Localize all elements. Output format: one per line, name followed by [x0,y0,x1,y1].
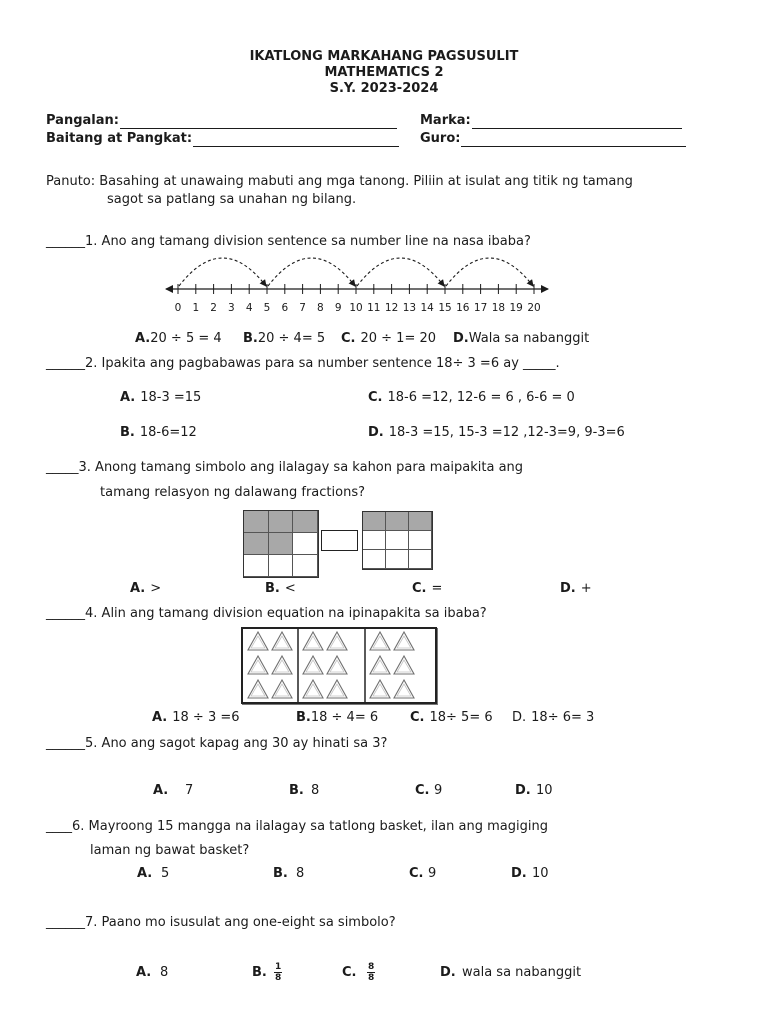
teacher-field [420,131,686,147]
q2-choice-c [368,390,575,406]
shaded-cell [293,511,318,533]
q4-choice-b [296,710,378,726]
q7-choice-b-fraction [274,962,282,983]
shaded-cell [269,511,294,533]
tick-label: 8 [317,302,324,314]
tick-label: 20 [527,302,541,314]
unshaded-cell [293,555,318,577]
q4-choice-c [410,710,493,726]
q5-choice-a-text: 7 [185,783,194,798]
shaded-cell [386,512,409,531]
q6-choice-a-text: 5 [161,866,170,881]
choice-letter: C. [368,390,383,405]
q7-choice-c-letter: C. [342,965,357,980]
question-5 [46,736,387,752]
name-label: Pangalan: [46,113,119,128]
q7-choice-d-letter: D. [440,965,456,980]
tick-label: 12 [384,302,399,314]
q3-choice-b [265,581,296,597]
tick-label: 1 [192,302,200,314]
q1-choice-c [341,331,436,347]
question-text: Mayroong 15 mangga na ilalagay sa tatlong basket, ilan ang magiging [88,819,548,834]
question-number: 3. [78,460,91,475]
choice-letter: A. [152,710,168,725]
name-blank[interactable] [120,116,397,129]
q6-choice-a-letter: A. [137,866,153,881]
shaded-cell [244,511,269,533]
tick-label: 15 [438,302,452,314]
answer-blank[interactable]: ______ [46,606,85,621]
tick-label: 9 [334,302,342,314]
choice-text: 18 ÷ 3 =6 [172,710,240,725]
choice-letter: A. [130,581,146,596]
q7-choice-a-letter: A. [136,965,152,980]
choice-text: 18-3 =15, 15-3 =12 ,12-3=9, 9-3=6 [388,425,625,440]
q6-choice-b-text: 8 [296,866,305,881]
tick-label: 10 [349,302,363,314]
tick-label: 16 [456,302,470,314]
choice-letter: C. [341,331,356,346]
q6-choice-b-letter: B. [273,866,288,881]
question-6-line-2: laman ng bawat basket? [90,843,250,858]
question-number: 1. [85,234,98,249]
tick-label: 18 [491,302,506,314]
comparison-box[interactable] [321,530,358,551]
tick-label: 3 [228,302,235,314]
fraction-figure-right [362,511,433,570]
q5-choice-d-text: 10 [536,783,553,798]
choice-letter: B. [296,710,311,725]
fraction-numerator: 1 [275,962,282,972]
q2-choice-a [120,390,201,406]
grade-section-field [46,131,399,147]
q5-choice-c-text: 9 [434,783,443,798]
choice-text: 18 ÷ 4= 6 [310,710,379,725]
q1-choice-d [453,331,589,347]
teacher-blank[interactable] [461,134,686,147]
tick-label: 4 [245,302,253,314]
question-3-line-2: tamang relasyon ng dalawang fractions? [100,485,365,500]
q6-choice-c-text: 9 [428,866,437,881]
answer-blank[interactable]: _____ [46,460,79,475]
choice-letter: A. [120,390,136,405]
question-3 [46,460,523,476]
choice-text: > [150,581,162,596]
unshaded-cell [409,550,432,569]
question-text: Paano mo isusulat ang one-eight sa simbolo? [101,915,396,930]
unshaded-cell [269,555,294,577]
unshaded-cell [363,550,386,569]
q7-choice-c-fraction [367,962,375,983]
choice-text: < [284,581,296,596]
choice-text: 18÷ 5= 6 [429,710,493,725]
jump-arc [357,258,444,286]
tick-label: 7 [299,302,306,314]
grade-section-blank[interactable] [193,134,399,147]
jump-arc [179,258,266,286]
tick-label: 5 [263,302,271,314]
tick-label: 13 [402,302,417,314]
q5-choice-c-letter: C. [415,783,430,798]
question-text: Alin ang tamang division equation na ipinapakita sa ibaba? [101,606,487,621]
choice-letter: D. [560,581,576,596]
choice-letter: B. [265,581,280,596]
choice-letter: C. [410,710,425,725]
answer-blank[interactable]: ______ [46,356,85,371]
question-text: Ano ang sagot kapag ang 30 ay hinati sa 3? [101,736,388,751]
q6-choice-d-letter: D. [511,866,527,881]
q5-choice-a-letter: A. [153,783,169,798]
q6-choice-d-text: 10 [532,866,549,881]
jump-arc [268,258,355,286]
question-1 [46,234,531,250]
answer-blank[interactable]: ______ [46,736,85,751]
q4-choice-a [152,710,240,726]
choice-text: 20 ÷ 5 = 4 [150,331,222,346]
q3-choice-a [130,581,161,597]
jump-arc [446,258,533,286]
tick-label: 19 [509,302,523,314]
choice-letter: C. [412,581,427,596]
choice-letter: D. [512,710,527,725]
tick-label: 11 [367,302,381,314]
question-6 [46,819,548,835]
choice-text: 18-3 =15 [140,390,202,405]
q7-choice-b-letter: B. [252,965,267,980]
question-text: Anong tamang simbolo ang ilalagay sa kahon para maipakita ang [95,460,524,475]
choice-letter: B. [120,425,135,440]
question-2 [46,356,560,372]
exam-title: IKATLONG MARKAHANG PAGSUSULIT [249,49,519,64]
choice-text: Wala sa nabanggit [468,331,590,346]
choice-text: 18÷ 6= 3 [531,710,595,725]
choice-text: 20 ÷ 1= 20 [360,331,437,346]
unshaded-cell [293,533,318,555]
choice-text: = [431,581,443,596]
q3-choice-d [560,581,592,597]
question-number: 7. [85,915,98,930]
question-text: Ano ang tamang division sentence sa number line na nasa ibaba? [101,234,531,249]
q5-choice-b-letter: B. [289,783,304,798]
shaded-cell [244,533,269,555]
teacher-label: Guro: [420,131,461,146]
q5-choice-d-letter: D. [515,783,531,798]
q3-choice-c [412,581,442,597]
score-label: Marka: [420,113,471,128]
choice-text: + [580,581,592,596]
instructions-line-1: Panuto: Basahing at unawaing mabuti ang mga tanong. Piliin at isulat ang titik ng tamang [46,174,633,189]
choice-letter: D. [368,425,384,440]
question-4 [46,606,487,622]
q2-choice-d [368,425,625,441]
triangle-groups-box [241,627,437,704]
grade-section-label: Baitang at Pangkat: [46,131,193,146]
fraction-denominator: 8 [368,973,375,983]
unshaded-cell [244,555,269,577]
q7-choice-a-text: 8 [160,965,169,980]
school-year: S.Y. 2023-2024 [329,81,439,96]
choice-letter: B. [243,331,258,346]
score-field [420,113,682,129]
fraction-figure-left [243,510,319,578]
tick-label: 0 [174,302,182,314]
triangle-groups [243,629,435,702]
tick-label: 6 [281,302,289,314]
q1-choice-a [135,331,222,347]
shaded-cell [409,512,432,531]
q2-choice-b [120,425,197,441]
number-line [160,250,552,320]
exam-subject: MATHEMATICS 2 [324,65,444,80]
answer-blank[interactable]: ______ [46,234,85,249]
question-7 [46,915,396,931]
q1-choice-b [243,331,325,347]
choice-text: 20 ÷ 4= 5 [257,331,326,346]
unshaded-cell [386,550,409,569]
score-blank[interactable] [472,116,682,129]
q5-choice-b-text: 8 [311,783,320,798]
question-number: 4. [85,606,98,621]
tick-label: 2 [210,302,217,314]
question-text: Ipakita ang pagbabawas para sa number sentence 18÷ 3 =6 ay _____. [101,356,560,371]
answer-blank[interactable]: ______ [46,915,85,930]
choice-letter: D. [453,331,469,346]
choice-text: 18-6=12 [139,425,197,440]
tick-label: 17 [473,302,488,314]
fraction-numerator: 8 [368,962,375,972]
q7-choice-d-text: wala sa nabanggit [462,965,582,980]
answer-blank[interactable]: ____ [46,819,72,834]
question-number: 6. [72,819,85,834]
shaded-cell [363,512,386,531]
tick-label: 14 [420,302,434,314]
unshaded-cell [409,531,432,550]
shaded-cell [269,533,294,555]
question-number: 2. [85,356,98,371]
choice-text: 18-6 =12, 12-6 = 6 , 6-6 = 0 [387,390,575,405]
instructions-line-2: sagot sa patlang sa unahan ng bilang. [107,192,357,207]
fraction-denominator: 8 [275,973,282,983]
unshaded-cell [363,531,386,550]
q6-choice-c-letter: C. [409,866,424,881]
name-field [46,113,397,129]
q4-choice-d [512,710,594,726]
unshaded-cell [386,531,409,550]
choice-letter: A. [135,331,151,346]
question-number: 5. [85,736,98,751]
